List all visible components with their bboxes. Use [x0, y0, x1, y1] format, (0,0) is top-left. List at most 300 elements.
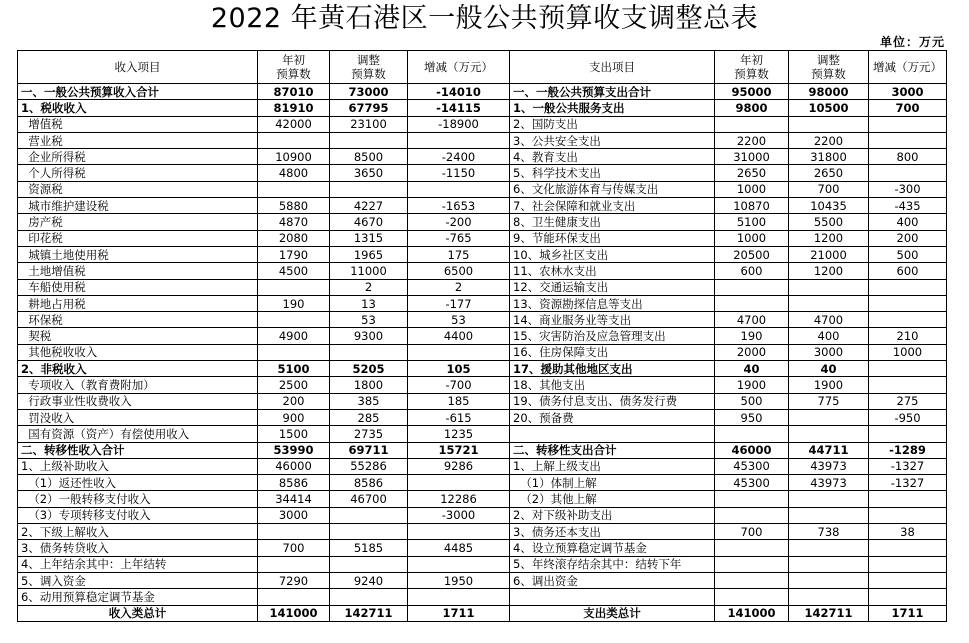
income-change-cell: -177 — [408, 295, 510, 311]
expense-adjusted-cell: 43973 — [789, 458, 869, 474]
expense-change-cell — [869, 491, 947, 507]
table-row — [18, 540, 947, 556]
table-row — [18, 393, 947, 409]
income-adjusted-cell: 4227 — [330, 198, 408, 214]
expense-initial-cell: 1900 — [715, 377, 789, 393]
income-initial-cell: 8586 — [258, 475, 330, 491]
expense-adjusted-cell: 10435 — [789, 198, 869, 214]
expense-initial-cell — [715, 572, 789, 588]
expense-adjusted-cell — [789, 295, 869, 311]
unit-label: 单位：万元 — [879, 35, 945, 49]
income-change-cell: 9286 — [408, 458, 510, 474]
expense-change-cell: -300 — [869, 181, 947, 197]
expense-change-cell: 700 — [869, 100, 947, 116]
income-item-cell: 二、转移性收入合计 — [18, 442, 258, 458]
expense-change-cell: 1000 — [869, 344, 947, 360]
expense-adjusted-cell: 43973 — [789, 475, 869, 491]
expense-initial-cell: 20500 — [715, 246, 789, 262]
expense-item-cell: 18、其他支出 — [510, 377, 715, 393]
table-row — [18, 507, 947, 523]
income-item-cell: 车船使用税 — [18, 279, 258, 295]
expense-initial-cell: 190 — [715, 328, 789, 344]
table-row — [18, 475, 947, 491]
income-adjusted-cell: 8586 — [330, 475, 408, 491]
income-item-cell: 耕地占用税 — [18, 295, 258, 311]
expense-initial-cell: 2200 — [715, 132, 789, 148]
income-item-cell: 4、上年结余其中：上年结转 — [18, 556, 258, 572]
expense-change-cell — [869, 572, 947, 588]
expense-item-cell: 3、债务还本支出 — [510, 524, 715, 540]
expense-change-cell — [869, 132, 947, 148]
expense-adjusted-cell — [789, 556, 869, 572]
expense-initial-cell: 700 — [715, 524, 789, 540]
expense-adjusted-cell: 700 — [789, 181, 869, 197]
income-change-cell: -615 — [408, 409, 510, 425]
income-initial-cell: 4870 — [258, 214, 330, 230]
table-row — [18, 589, 947, 605]
expense-change-cell — [869, 295, 947, 311]
expense-adjusted-cell: 98000 — [789, 84, 869, 100]
table-row — [18, 116, 947, 132]
income-adjusted-cell: 1315 — [330, 230, 408, 246]
expense-item-cell: 16、住房保障支出 — [510, 344, 715, 360]
table-row — [18, 263, 947, 279]
expense-adjusted-cell — [789, 409, 869, 425]
income-adjusted-cell: 13 — [330, 295, 408, 311]
expense-change-cell — [869, 361, 947, 377]
expense-item-cell: 15、灾害防治及应急管理支出 — [510, 328, 715, 344]
income-initial-cell: 7290 — [258, 572, 330, 588]
expense-change-cell: 275 — [869, 393, 947, 409]
expense-adjusted-cell: 1900 — [789, 377, 869, 393]
expense-adjusted-cell — [789, 426, 869, 442]
income-change-cell: 105 — [408, 361, 510, 377]
income-item-cell: 城镇土地使用税 — [18, 246, 258, 262]
expense-item-cell: 14、商业服务业等支出 — [510, 312, 715, 328]
table-row — [18, 491, 947, 507]
income-item-cell: 1、上级补助收入 — [18, 458, 258, 474]
table-row — [18, 458, 947, 474]
expense-adjusted-cell: 1200 — [789, 230, 869, 246]
expense-item-cell: 6、文化旅游体育与传媒支出 — [510, 181, 715, 197]
expense-adjusted-cell — [789, 572, 869, 588]
income-initial-cell — [258, 344, 330, 360]
table-row — [18, 100, 947, 116]
expense-initial-cell: 2650 — [715, 165, 789, 181]
income-change-cell — [408, 132, 510, 148]
expense-initial-cell — [715, 295, 789, 311]
header-income-item: 收入项目 — [18, 51, 258, 84]
total-row — [18, 605, 947, 621]
table-row — [18, 132, 947, 148]
table-row — [18, 214, 947, 230]
income-initial-cell — [258, 312, 330, 328]
expense-adjusted-cell — [789, 116, 869, 132]
expense-item-cell: 5、科学技术支出 — [510, 165, 715, 181]
header-income-initial: 年初 预算数 — [258, 51, 330, 84]
income-change-cell: 4485 — [408, 540, 510, 556]
income-adjusted-cell — [330, 524, 408, 540]
table-row — [18, 361, 947, 377]
expense-item-cell: 1、一般公共服务支出 — [510, 100, 715, 116]
expense-item-cell: （1）体制上解 — [510, 475, 715, 491]
expense-change-cell: -950 — [869, 409, 947, 425]
expense-item-cell: 2、国防支出 — [510, 116, 715, 132]
expense-initial-cell: 40 — [715, 361, 789, 377]
expense-change-cell — [869, 426, 947, 442]
expense-item-cell: 4、教育支出 — [510, 149, 715, 165]
expense-change-cell: 600 — [869, 263, 947, 279]
expense-item-cell: 支出类总计 — [510, 605, 715, 621]
income-initial-cell — [258, 132, 330, 148]
income-adjusted-cell — [330, 181, 408, 197]
expense-initial-cell: 500 — [715, 393, 789, 409]
expense-adjusted-cell: 4700 — [789, 312, 869, 328]
income-initial-cell: 4500 — [258, 263, 330, 279]
expense-initial-cell — [715, 589, 789, 605]
table-row — [18, 181, 947, 197]
income-item-cell: 5、调入资金 — [18, 572, 258, 588]
income-change-cell: 12286 — [408, 491, 510, 507]
income-initial-cell: 3000 — [258, 507, 330, 523]
income-initial-cell — [258, 181, 330, 197]
income-adjusted-cell: 1965 — [330, 246, 408, 262]
expense-item-cell — [510, 426, 715, 442]
header-income-adjusted: 调整 预算数 — [330, 51, 408, 84]
income-item-cell: 罚没收入 — [18, 409, 258, 425]
income-adjusted-cell: 385 — [330, 393, 408, 409]
expense-item-cell: 12、交通运输支出 — [510, 279, 715, 295]
income-item-cell: 契税 — [18, 328, 258, 344]
income-change-cell: 6500 — [408, 263, 510, 279]
income-adjusted-cell: 2 — [330, 279, 408, 295]
expense-change-cell: 500 — [869, 246, 947, 262]
table-row — [18, 295, 947, 311]
income-adjusted-cell: 4670 — [330, 214, 408, 230]
income-adjusted-cell — [330, 132, 408, 148]
income-initial-cell: 190 — [258, 295, 330, 311]
income-item-cell: 个人所得税 — [18, 165, 258, 181]
income-adjusted-cell: 11000 — [330, 263, 408, 279]
expense-initial-cell: 1000 — [715, 181, 789, 197]
table-row — [18, 377, 947, 393]
expense-change-cell — [869, 540, 947, 556]
expense-item-cell: 10、城乡社区支出 — [510, 246, 715, 262]
expense-initial-cell: 2000 — [715, 344, 789, 360]
income-change-cell: 185 — [408, 393, 510, 409]
income-adjusted-cell — [330, 344, 408, 360]
income-initial-cell: 1500 — [258, 426, 330, 442]
expense-item-cell: 7、社会保障和就业支出 — [510, 198, 715, 214]
header-row — [18, 51, 947, 84]
expense-adjusted-cell: 40 — [789, 361, 869, 377]
expense-adjusted-cell — [789, 491, 869, 507]
table-row — [18, 426, 947, 442]
income-adjusted-cell: 1800 — [330, 377, 408, 393]
income-item-cell: 3、债务转贷收入 — [18, 540, 258, 556]
expense-item-cell: 二、转移性支出合计 — [510, 442, 715, 458]
income-change-cell: 1235 — [408, 426, 510, 442]
table-row — [18, 84, 947, 100]
income-item-cell: 印花税 — [18, 230, 258, 246]
income-adjusted-cell: 5205 — [330, 361, 408, 377]
income-change-cell — [408, 344, 510, 360]
income-change-cell — [408, 556, 510, 572]
header-expense-change: 增减（万元） — [869, 51, 947, 84]
expense-adjusted-cell: 2650 — [789, 165, 869, 181]
income-initial-cell: 200 — [258, 393, 330, 409]
expense-change-cell: -1289 — [869, 442, 947, 458]
income-adjusted-cell: 73000 — [330, 84, 408, 100]
expense-item-cell: 2、对下级补助支出 — [510, 507, 715, 523]
income-change-cell: -700 — [408, 377, 510, 393]
expense-change-cell — [869, 116, 947, 132]
income-item-cell: 其他税收收入 — [18, 344, 258, 360]
expense-initial-cell — [715, 426, 789, 442]
income-item-cell: 环保税 — [18, 312, 258, 328]
expense-item-cell: 19、债务付息支出、债务发行费 — [510, 393, 715, 409]
expense-item-cell: 20、预备费 — [510, 409, 715, 425]
income-item-cell: 土地增值税 — [18, 263, 258, 279]
income-change-cell: 53 — [408, 312, 510, 328]
expense-adjusted-cell: 2200 — [789, 132, 869, 148]
expense-adjusted-cell: 31800 — [789, 149, 869, 165]
table-row — [18, 149, 947, 165]
income-adjusted-cell: 46700 — [330, 491, 408, 507]
income-item-cell: 增值税 — [18, 116, 258, 132]
expense-item-cell: 8、卫生健康支出 — [510, 214, 715, 230]
expense-adjusted-cell: 10500 — [789, 100, 869, 116]
page-title: 2022 年黄石港区一般公共预算收支调整总表 — [210, 3, 759, 34]
expense-initial-cell: 4700 — [715, 312, 789, 328]
income-initial-cell — [258, 279, 330, 295]
expense-adjusted-cell: 21000 — [789, 246, 869, 262]
income-item-cell: 1、税收收入 — [18, 100, 258, 116]
income-adjusted-cell: 8500 — [330, 149, 408, 165]
income-initial-cell: 53990 — [258, 442, 330, 458]
income-adjusted-cell — [330, 556, 408, 572]
header-expense-adjusted: 调整 预算数 — [789, 51, 869, 84]
income-item-cell: 2、非税收入 — [18, 361, 258, 377]
income-change-cell: -1150 — [408, 165, 510, 181]
income-change-cell — [408, 181, 510, 197]
expense-change-cell: 3000 — [869, 84, 947, 100]
income-initial-cell: 5880 — [258, 198, 330, 214]
expense-item-cell: 9、节能环保支出 — [510, 230, 715, 246]
income-item-cell: （3）专项转移支付收入 — [18, 507, 258, 523]
expense-adjusted-cell — [789, 279, 869, 295]
income-item-cell: 专项收入（教育费附加） — [18, 377, 258, 393]
income-initial-cell: 81910 — [258, 100, 330, 116]
income-initial-cell: 4900 — [258, 328, 330, 344]
expense-item-cell: 13、资源勘探信息等支出 — [510, 295, 715, 311]
income-initial-cell: 700 — [258, 540, 330, 556]
expense-initial-cell — [715, 116, 789, 132]
expense-item-cell: 5、年终滚存结余其中：结转下年 — [510, 556, 715, 572]
income-item-cell: 营业税 — [18, 132, 258, 148]
table-row — [18, 344, 947, 360]
expense-initial-cell — [715, 556, 789, 572]
expense-change-cell: -1327 — [869, 475, 947, 491]
expense-adjusted-cell: 5500 — [789, 214, 869, 230]
income-change-cell: 2 — [408, 279, 510, 295]
expense-initial-cell: 95000 — [715, 84, 789, 100]
table-row — [18, 246, 947, 262]
expense-change-cell — [869, 165, 947, 181]
expense-change-cell: 210 — [869, 328, 947, 344]
expense-initial-cell — [715, 279, 789, 295]
table-row — [18, 279, 947, 295]
income-initial-cell: 141000 — [258, 605, 330, 621]
expense-item-cell: 6、调出资金 — [510, 572, 715, 588]
income-initial-cell: 42000 — [258, 116, 330, 132]
table-row — [18, 442, 947, 458]
expense-item-cell: 1、上解上级支出 — [510, 458, 715, 474]
expense-adjusted-cell — [789, 507, 869, 523]
budget-table — [17, 50, 947, 622]
income-initial-cell: 87010 — [258, 84, 330, 100]
income-adjusted-cell: 142711 — [330, 605, 408, 621]
income-adjusted-cell: 53 — [330, 312, 408, 328]
expense-adjusted-cell: 775 — [789, 393, 869, 409]
table-row — [18, 198, 947, 214]
expense-change-cell: -435 — [869, 198, 947, 214]
income-adjusted-cell: 55286 — [330, 458, 408, 474]
expense-item-cell: （2）其他上解 — [510, 491, 715, 507]
expense-change-cell: -1327 — [869, 458, 947, 474]
income-adjusted-cell: 5185 — [330, 540, 408, 556]
income-initial-cell: 5100 — [258, 361, 330, 377]
income-item-cell: 房产税 — [18, 214, 258, 230]
income-adjusted-cell: 3650 — [330, 165, 408, 181]
table-row — [18, 409, 947, 425]
income-change-cell: -200 — [408, 214, 510, 230]
expense-initial-cell: 600 — [715, 263, 789, 279]
income-change-cell: -14115 — [408, 100, 510, 116]
income-initial-cell: 34414 — [258, 491, 330, 507]
income-initial-cell — [258, 589, 330, 605]
expense-change-cell — [869, 312, 947, 328]
income-item-cell: 资源税 — [18, 181, 258, 197]
expense-adjusted-cell — [789, 589, 869, 605]
header-expense-initial: 年初 预算数 — [715, 51, 789, 84]
table-row — [18, 556, 947, 572]
expense-change-cell — [869, 589, 947, 605]
income-item-cell: 6、动用预算稳定调节基金 — [18, 589, 258, 605]
income-change-cell: -18900 — [408, 116, 510, 132]
income-initial-cell: 2080 — [258, 230, 330, 246]
expense-item-cell: 11、农林水支出 — [510, 263, 715, 279]
expense-change-cell: 1711 — [869, 605, 947, 621]
income-initial-cell: 2500 — [258, 377, 330, 393]
income-initial-cell — [258, 524, 330, 540]
income-adjusted-cell — [330, 507, 408, 523]
expense-initial-cell — [715, 507, 789, 523]
income-initial-cell: 4800 — [258, 165, 330, 181]
table-row — [18, 165, 947, 181]
income-item-cell: 城市维护建设税 — [18, 198, 258, 214]
expense-change-cell: 200 — [869, 230, 947, 246]
income-item-cell: 收入类总计 — [18, 605, 258, 621]
income-initial-cell: 10900 — [258, 149, 330, 165]
income-initial-cell — [258, 556, 330, 572]
expense-initial-cell: 950 — [715, 409, 789, 425]
expense-adjusted-cell: 400 — [789, 328, 869, 344]
expense-adjusted-cell: 44711 — [789, 442, 869, 458]
income-change-cell: 1711 — [408, 605, 510, 621]
expense-initial-cell: 10870 — [715, 198, 789, 214]
expense-item-cell: 17、援助其他地区支出 — [510, 361, 715, 377]
expense-adjusted-cell: 738 — [789, 524, 869, 540]
expense-initial-cell — [715, 540, 789, 556]
income-change-cell: 1950 — [408, 572, 510, 588]
header-income-change: 增减（万元） — [408, 51, 510, 84]
income-change-cell: -765 — [408, 230, 510, 246]
income-item-cell: 2、下级上解收入 — [18, 524, 258, 540]
income-item-cell: （2）一般转移支付收入 — [18, 491, 258, 507]
expense-initial-cell — [715, 491, 789, 507]
income-adjusted-cell: 23100 — [330, 116, 408, 132]
income-adjusted-cell: 2735 — [330, 426, 408, 442]
income-item-cell: （1）返还性收入 — [18, 475, 258, 491]
income-adjusted-cell — [330, 589, 408, 605]
expense-change-cell — [869, 507, 947, 523]
income-change-cell: 15721 — [408, 442, 510, 458]
expense-adjusted-cell: 1200 — [789, 263, 869, 279]
expense-change-cell — [869, 556, 947, 572]
expense-initial-cell: 5100 — [715, 214, 789, 230]
expense-change-cell: 800 — [869, 149, 947, 165]
income-change-cell: -14010 — [408, 84, 510, 100]
income-initial-cell: 46000 — [258, 458, 330, 474]
income-change-cell — [408, 589, 510, 605]
expense-item-cell: 3、公共安全支出 — [510, 132, 715, 148]
expense-initial-cell: 46000 — [715, 442, 789, 458]
income-change-cell: 175 — [408, 246, 510, 262]
income-change-cell: -1653 — [408, 198, 510, 214]
header-expense-item: 支出项目 — [510, 51, 715, 84]
income-adjusted-cell: 9300 — [330, 328, 408, 344]
expense-change-cell — [869, 377, 947, 393]
expense-change-cell — [869, 279, 947, 295]
table-row — [18, 524, 947, 540]
expense-initial-cell: 1000 — [715, 230, 789, 246]
income-initial-cell: 1790 — [258, 246, 330, 262]
income-item-cell: 国有资源（资产）有偿使用收入 — [18, 426, 258, 442]
table-row — [18, 230, 947, 246]
income-item-cell: 行政事业性收费收入 — [18, 393, 258, 409]
expense-initial-cell: 45300 — [715, 475, 789, 491]
expense-initial-cell: 141000 — [715, 605, 789, 621]
expense-item-cell — [510, 589, 715, 605]
income-adjusted-cell: 67795 — [330, 100, 408, 116]
income-change-cell — [408, 524, 510, 540]
expense-adjusted-cell — [789, 540, 869, 556]
table-row — [18, 572, 947, 588]
income-change-cell — [408, 475, 510, 491]
income-item-cell: 企业所得税 — [18, 149, 258, 165]
expense-adjusted-cell: 3000 — [789, 344, 869, 360]
table-row — [18, 312, 947, 328]
income-adjusted-cell: 9240 — [330, 572, 408, 588]
expense-change-cell: 38 — [869, 524, 947, 540]
expense-initial-cell: 9800 — [715, 100, 789, 116]
income-change-cell: 4400 — [408, 328, 510, 344]
table-body — [18, 51, 947, 622]
income-initial-cell: 900 — [258, 409, 330, 425]
table-row — [18, 328, 947, 344]
income-item-cell: 一、一般公共预算收入合计 — [18, 84, 258, 100]
